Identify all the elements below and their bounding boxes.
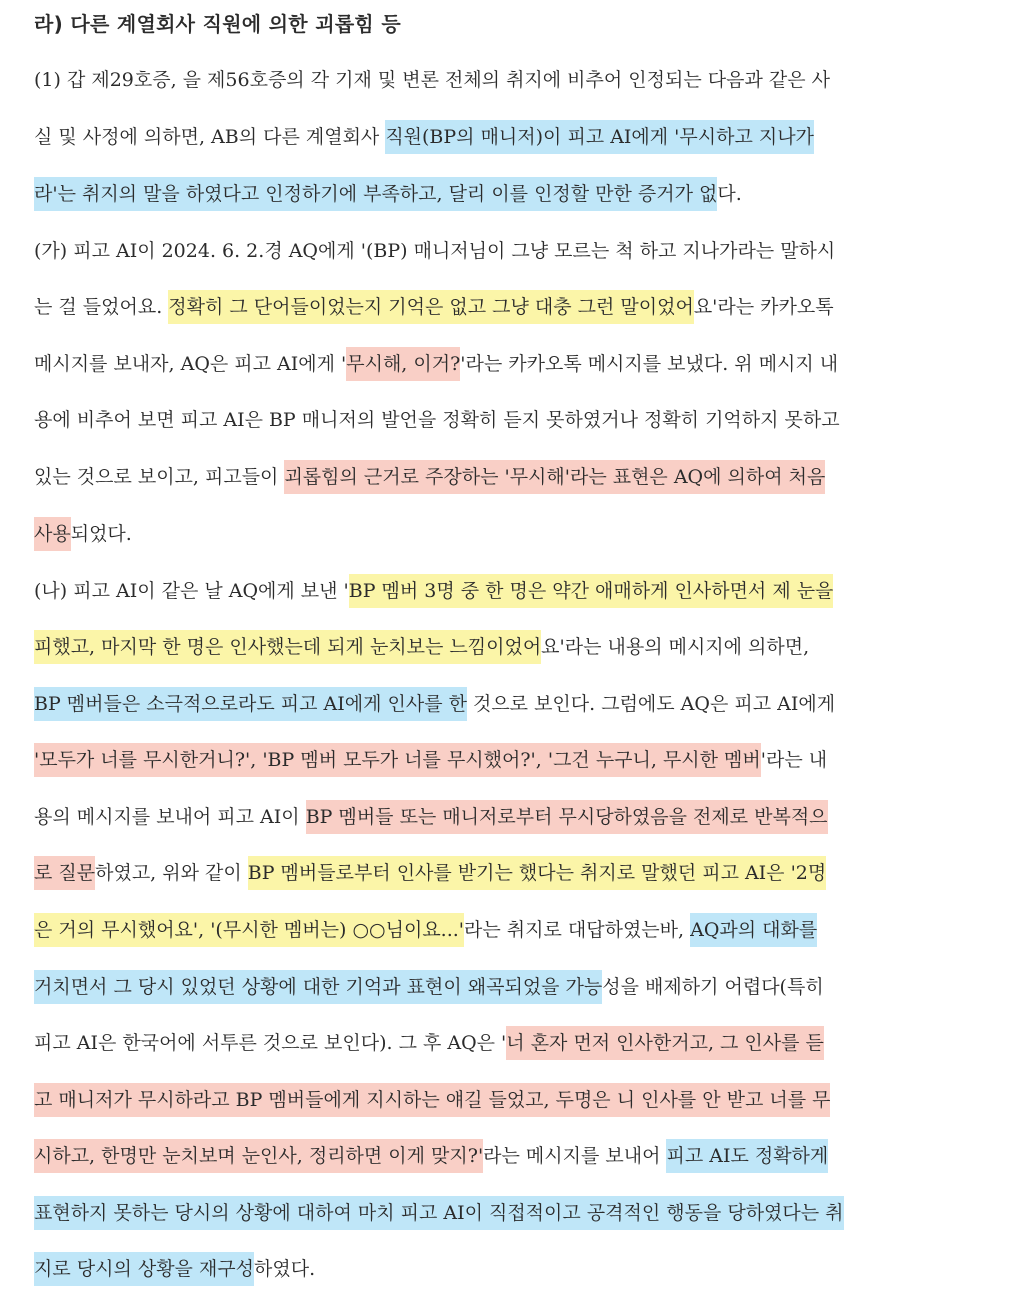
text-run: (1) 갑 제29호증, 을 제56호증의 각 기재 및 변론 전체의 취지에 비추어 인정되는 다음과 같은 사: [34, 69, 830, 91]
text-run: 용의 메시지를 보내어 피고 AI이: [34, 806, 306, 828]
text-line: [34, 403, 992, 437]
text-run: '라는 내: [760, 749, 828, 771]
text-line: [34, 687, 992, 721]
highlighted-text: BP 멤버들 또는 매니저로부터 무시당하였음을 전제로 반복적으: [306, 800, 828, 834]
text-line: [34, 517, 992, 551]
text-run: 실 및 사정에 의하면, AB의 다른 계열회사: [34, 126, 386, 148]
highlighted-text: BP 멤버들로부터 인사를 받기는 했다는 취지로 말했던 피고 AI은 '2명: [248, 856, 827, 890]
text-line: [34, 743, 992, 777]
highlighted-text: 라'는 취지의 말을 하였다고 인정하기에 부족하고, 달리 이를 인정할 만한 증거가 없: [34, 177, 717, 211]
highlighted-text: 피고 AI도 정확하게: [666, 1139, 828, 1173]
text-line: [34, 1139, 992, 1173]
text-line: [34, 800, 992, 834]
text-run: 라는 메시지를 보내어: [483, 1145, 667, 1167]
text-line: [34, 574, 992, 608]
text-line: [34, 1083, 992, 1117]
text-run: 는 걸 들었어요.: [34, 296, 169, 318]
text-run: 것으로 보인다. 그럼에도 AQ은 피고 AI에게: [466, 693, 836, 715]
highlighted-text: 직원(BP의 매니저)이 피고 AI에게 '무시하고 지나가: [385, 120, 814, 154]
text-run: 요'라는 카카오톡: [693, 296, 834, 318]
text-run: 되었다.: [70, 523, 132, 545]
highlighted-text: 괴롭힘의 근거로 주장하는 '무시해'라는 표현은 AQ에 의하여 처음: [284, 460, 825, 494]
text-run: (나) 피고 AI이 같은 날 AQ에게 보낸 ': [34, 580, 349, 602]
highlighted-text: 거치면서 그 당시 있었던 상황에 대한 기억과 표현이 왜곡되었을 가능: [34, 970, 602, 1004]
text-line: [34, 234, 992, 268]
highlighted-text: '모두가 너를 무시한거니?', 'BP 멤버 모두가 너를 무시했어?', '그건 누구니, 무시한 멤버: [34, 743, 761, 777]
text-run: 용에 비추어 보면 피고 AI은 BP 매니저의 발언을 정확히 듣지 못하였거나 정확히 기억하지 못하고: [34, 409, 840, 431]
text-line: [34, 120, 992, 154]
highlighted-text: BP 멤버들은 소극적으로라도 피고 AI에게 인사를 한: [34, 687, 467, 721]
text-line: [34, 970, 992, 1004]
text-line: [34, 1252, 992, 1286]
highlighted-text: 표현하지 못하는 당시의 상황에 대하여 마치 피고 AI이 직접적이고 공격적인 행동을 당하였다는 취: [34, 1196, 844, 1230]
text-line: [34, 460, 992, 494]
text-run: 성을 배제하기 어렵다(특히: [602, 976, 824, 998]
highlighted-text: 은 거의 무시했어요', '(무시한 멤버는) ○○님이요...': [34, 913, 464, 947]
highlighted-text: 정확히 그 단어들이었는지 기억은 없고 그냥 대충 그런 말이었어: [168, 290, 694, 324]
text-run: 하였다.: [254, 1258, 316, 1280]
text-run: 하였고, 위와 같이: [95, 862, 248, 884]
highlighted-text: 피했고, 마지막 한 명은 인사했는데 되게 눈치보는 느낌이었어: [34, 630, 541, 664]
highlighted-text: AQ과의 대화를: [690, 913, 817, 947]
text-run: 메시지를 보내자, AQ은 피고 AI에게 ': [34, 353, 347, 375]
highlighted-text: 시하고, 한명만 눈치보며 눈인사, 정리하면 이게 맞지?': [34, 1139, 483, 1173]
highlighted-text: 로 질문: [34, 856, 95, 890]
text-line: [34, 1026, 992, 1060]
text-run: 피고 AI은 한국어에 서투른 것으로 보인다). 그 후 AQ은 ': [34, 1032, 507, 1054]
highlighted-text: 무시해, 이거?: [346, 347, 460, 381]
text-line: [34, 913, 992, 947]
text-run: 요'라는 내용의 메시지에 의하면,: [541, 636, 810, 658]
text-line: [34, 290, 992, 324]
text-line: [34, 630, 992, 664]
text-line: [34, 347, 992, 381]
highlighted-text: 지로 당시의 상황을 재구성: [34, 1252, 254, 1286]
text-run: 라는 취지로 대답하였는바,: [464, 919, 691, 941]
text-line: [34, 177, 992, 211]
text-line: [34, 856, 992, 890]
highlighted-text: BP 멤버 3명 중 한 명은 약간 애매하게 인사하면서 제 눈을: [349, 574, 834, 608]
highlighted-text: 사용: [34, 517, 71, 551]
highlighted-text: 너 혼자 먼저 인사한거고, 그 인사를 듣: [506, 1026, 824, 1060]
text-run: (가) 피고 AI이 2024. 6. 2.경 AQ에게 '(BP) 매니저님이 그냥 모르는 척 하고 지나가라는 말하시: [34, 240, 836, 262]
highlighted-text: 고 매니저가 무시하라고 BP 멤버들에게 지시하는 얘길 들었고, 두명은 니 인사를 안 받고 너를 무: [34, 1083, 830, 1117]
text-run: 있는 것으로 보이고, 피고들이: [34, 466, 285, 488]
text-run: '라는 카카오톡 메시지를 보냈다. 위 메시지 내: [460, 353, 839, 375]
text-line: [34, 63, 992, 97]
text-run: 다.: [717, 183, 742, 205]
text-line: [34, 1196, 992, 1230]
section-heading: 라) 다른 계열회사 직원에 의한 괴롭힘 등: [34, 12, 401, 36]
